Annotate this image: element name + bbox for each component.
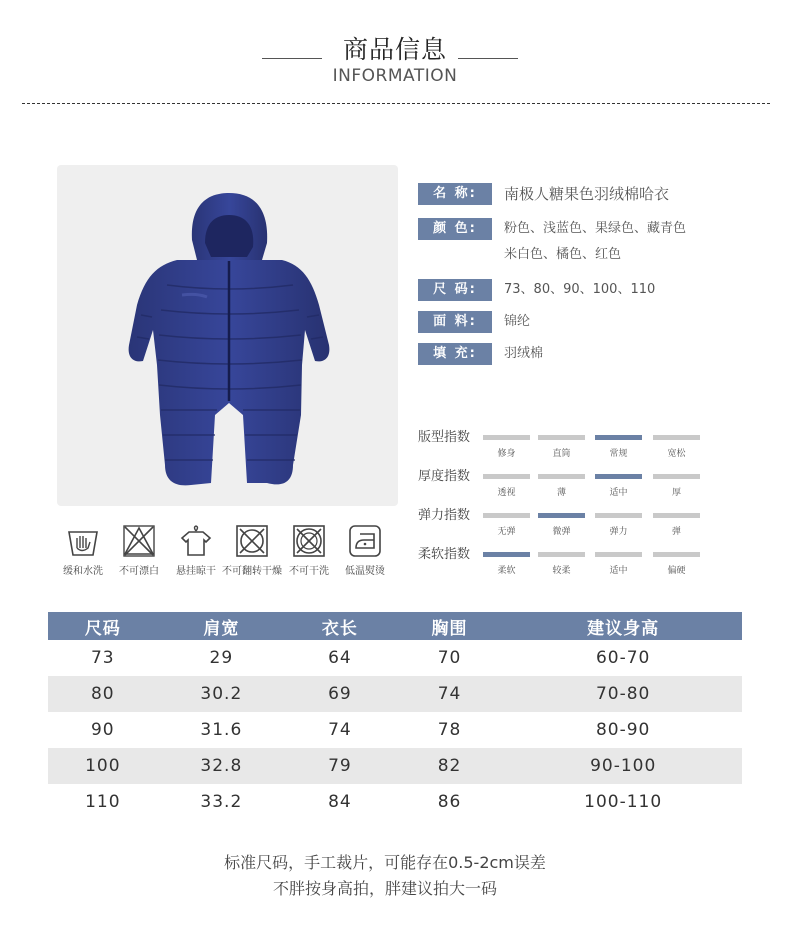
scale-option	[653, 513, 700, 537]
table-cell: 70-80	[504, 676, 742, 712]
care-label: 不可漂白	[119, 566, 159, 577]
title-line-right	[458, 58, 518, 59]
color-line-2: 米白色、橘色、红色	[504, 247, 622, 262]
care-item-no-bleach	[109, 524, 169, 577]
table-row	[48, 748, 742, 784]
info-row-color	[418, 218, 687, 262]
no-bleach-icon	[122, 524, 156, 558]
care-item-hand-wash	[53, 524, 113, 577]
scale-option-label: 无弹	[497, 527, 516, 537]
care-item-low-iron	[335, 524, 395, 577]
section-header	[0, 0, 790, 110]
no-tumble-dry-icon	[235, 524, 269, 558]
scale-option	[538, 552, 585, 576]
size-note-1: 标准尺码，手工裁片，可能存在0.5-2cm误差	[224, 853, 546, 872]
table-cell: 73	[90, 648, 115, 668]
scale-option	[538, 435, 585, 459]
scale-option	[538, 474, 585, 498]
scale-bar-selected	[595, 435, 642, 440]
care-label: 不可翻转干燥	[222, 566, 282, 577]
table-cell: 82	[395, 748, 505, 784]
scale-option-label: 厚	[671, 488, 681, 498]
table-cell: 110	[85, 792, 121, 812]
romper-illustration	[57, 165, 398, 506]
scale-bar	[595, 513, 642, 518]
table-cell: 100	[48, 748, 158, 784]
care-label: 悬挂晾干	[176, 566, 216, 577]
scale-bar-selected	[595, 474, 642, 479]
scale-option-label: 适中	[609, 566, 628, 576]
table-cell: 32.8	[158, 748, 285, 784]
size-table	[48, 612, 742, 820]
scale-option-label: 微弹	[552, 527, 571, 537]
table-cell: 90	[90, 720, 115, 740]
scale-option	[653, 435, 700, 459]
scale-option-label: 较柔	[552, 566, 571, 576]
scale-bar	[653, 552, 700, 557]
hand-wash-icon	[66, 524, 100, 558]
dashed-divider	[22, 103, 770, 104]
table-cell: 79	[285, 748, 395, 784]
scale-option	[653, 474, 700, 498]
page-subtitle: INFORMATION	[332, 66, 458, 86]
scale-bar	[483, 435, 530, 440]
scale-option	[483, 552, 530, 576]
info-row-size	[418, 279, 655, 301]
info-val-color	[504, 216, 686, 268]
color-line-1: 粉色、浅蓝色、果绿色、藏青色	[504, 221, 687, 236]
scale-bar	[653, 474, 700, 479]
col-header-shoulder: 肩宽	[158, 612, 285, 640]
care-label: 缓和水洗	[63, 566, 103, 577]
scale-option-label: 薄	[556, 488, 566, 498]
info-row-fabric	[418, 311, 530, 333]
scale-option-label: 柔软	[497, 566, 516, 576]
scale-bar	[595, 552, 642, 557]
info-key-size: 尺 码:	[418, 279, 492, 301]
scale-name: 柔软指数	[418, 547, 471, 562]
info-val-filling: 羽绒棉	[504, 346, 544, 361]
table-cell: 69	[285, 676, 395, 712]
info-key-color: 颜 色:	[418, 218, 492, 240]
scale-name: 版型指数	[418, 430, 471, 445]
info-row-filling	[418, 343, 543, 365]
scale-option	[595, 552, 642, 576]
size-note-2: 不胖按身高拍，胖建议拍大一码	[272, 879, 497, 898]
col-header-height: 建议身高	[504, 612, 742, 640]
table-cell: 74	[395, 676, 505, 712]
table-row	[48, 784, 742, 820]
info-val-name: 南极人糖果色羽绒棉哈衣	[504, 185, 670, 203]
info-key-filling: 填 充:	[418, 343, 492, 365]
no-dry-clean-icon	[292, 524, 326, 558]
table-cell: 78	[437, 720, 462, 740]
scale-bar	[483, 513, 530, 518]
table-cell: 64	[328, 648, 352, 668]
col-header-size: 尺码	[48, 612, 158, 640]
table-cell: 84	[328, 792, 352, 812]
care-item-hang-dry	[166, 524, 226, 577]
scale-option	[483, 435, 530, 459]
info-key-name: 名 称:	[418, 183, 492, 205]
table-cell: 74	[328, 720, 352, 740]
scale-bar-selected	[483, 552, 530, 557]
info-val-size: 73、80、90、100、110	[504, 282, 656, 297]
table-cell: 100-110	[584, 792, 663, 812]
scale-option-label: 透视	[497, 488, 516, 498]
scale-bar	[538, 435, 585, 440]
table-cell: 30.2	[158, 676, 285, 712]
hang-dry-icon	[179, 524, 213, 558]
scale-option-label: 常规	[609, 449, 628, 459]
scale-option	[595, 435, 642, 459]
care-item-no-dry-clean	[279, 524, 339, 577]
product-image	[57, 165, 398, 506]
info-row-name	[418, 183, 669, 205]
scale-option-label: 适中	[609, 488, 628, 498]
scale-option	[595, 474, 642, 498]
table-cell: 60-70	[595, 648, 651, 668]
scale-option-label: 修身	[497, 449, 516, 459]
table-row	[48, 676, 742, 712]
scale-bar	[538, 552, 585, 557]
size-table-header	[48, 612, 742, 640]
scale-option-label: 弹	[671, 527, 681, 537]
scale-option	[483, 513, 530, 537]
table-cell: 80-90	[595, 720, 651, 740]
care-label: 低温熨烫	[345, 566, 385, 577]
scale-option	[653, 552, 700, 576]
table-row	[48, 712, 742, 748]
scale-option	[483, 474, 530, 498]
scale-option-label: 偏硬	[667, 566, 686, 576]
table-row	[48, 640, 742, 676]
scale-option-label: 直筒	[552, 449, 571, 459]
col-header-chest: 胸围	[395, 612, 505, 640]
table-cell: 29	[209, 648, 234, 668]
care-label: 不可干洗	[289, 566, 329, 577]
table-cell: 86	[437, 792, 462, 812]
scale-option-label: 宽松	[667, 449, 686, 459]
page-title: 商品信息	[342, 35, 447, 64]
scale-bar	[538, 474, 585, 479]
scale-name: 厚度指数	[418, 469, 471, 484]
scale-name: 弹力指数	[418, 508, 471, 523]
table-cell: 70	[437, 648, 462, 668]
low-iron-icon	[348, 524, 382, 558]
table-cell: 90-100	[504, 748, 742, 784]
table-cell: 80	[48, 676, 158, 712]
care-item-no-tumble-dry	[222, 524, 282, 577]
scale-option	[595, 513, 642, 537]
scale-bar	[483, 474, 530, 479]
col-header-length: 衣长	[285, 612, 395, 640]
info-key-fabric: 面 料:	[418, 311, 492, 333]
scale-option	[538, 513, 585, 537]
table-cell: 33.2	[200, 792, 243, 812]
table-cell: 31.6	[200, 720, 243, 740]
scale-bar-selected	[538, 513, 585, 518]
info-val-fabric: 锦纶	[504, 314, 531, 329]
scale-bar	[653, 435, 700, 440]
scale-bar	[653, 513, 700, 518]
scale-option-label: 弹力	[609, 527, 628, 537]
